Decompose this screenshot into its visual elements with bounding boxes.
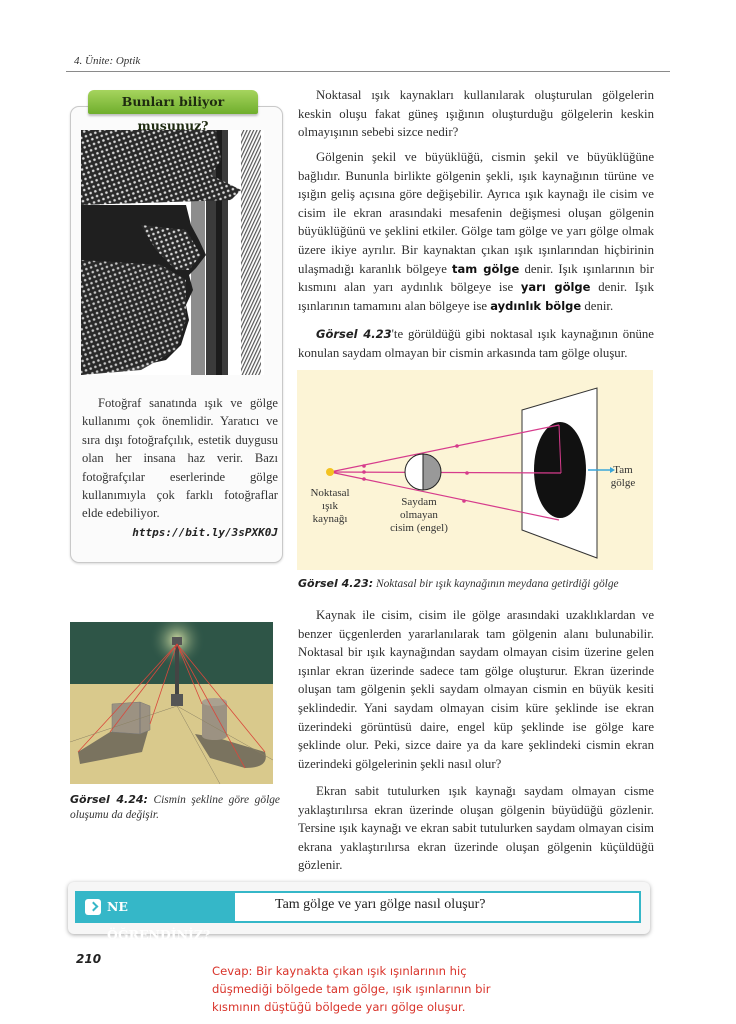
what-did-you-learn-box (68, 882, 650, 942)
did-you-know-text: Fotoğraf sanatında ışık ve gölge kullanımı çok önemlidir. Yaratıcı ve sıra dışı fotoğrafçılık, estetik duygusu olan her insana haz verir. Bazı fotoğrafçılar eserlerinde gölge kullanımıyla çok farklı fotoğraflar elde edebiliyor. (82, 396, 278, 521)
term-full-shadow: tam gölge (452, 261, 520, 276)
svg-text:kaynağı: kaynağı (312, 513, 348, 525)
page-number: 210 (76, 952, 102, 966)
figure-point-source-shadow (297, 370, 653, 570)
figure-24-caption: Görsel 4.24: Cismin şekline göre gölge oluşumu da değişir. (70, 793, 280, 821)
figure-reference: Görsel 4.23 (316, 327, 392, 341)
paragraph-distance-effect: Ekran sabit tutulurken ışık kaynağı saydam olmayan cisme yaklaştırılırsa ekran üzerinde oluşan gölgenin büyüdüğü gözlenir. Tersine ışık kaynağı ve ekran sabit tutulurken saydam olmayan cisim ekrana yaklaştırılırsa ekran üzerinde oluşan gölgenin küçüldüğü gözlenir. (298, 784, 654, 873)
svg-text:Tam: Tam (613, 464, 633, 476)
paragraph-shadow-types: Gölgenin şekil ve büyüklüğü, cismin şekil ve büyüklüğüne bağlıdır. Bununla birlikte gölgenin şekli, ışık kaynağının türüne ve ışığın geliş açısına göre değişebilir. Ayrıca ışık kaynağı ile cisim ve cisim ile ekran arasındaki mesafenin değişmesi oluşan gölgenin büyüklüğünü ve şeklini etkiler. Gölge tam gölge ve yarı gölge olmak üzere ikiye ayrılır. Bir kaynaktan çıkan ışık ışınlarından hiçbirinin ulaşmadığı karanlık bölgeye tam gölge denir. Işık ışınlarının bir kısmını alan yarı aydınlık bölgeye ise yarı gölge denir. Işık ışınlarının tamamını alan bölgeye ise aydınlık bölge denir. (298, 150, 654, 313)
paragraph-question: Noktasal ışık kaynakları kullanılarak oluşturulan gölgelerin keskin oluşu fakat güneş ışığının oluşturduğu gölgelerin keskin olmayışının sebebi sizce nedir? (298, 88, 654, 140)
figure-shape-shadows (70, 622, 273, 784)
svg-text:gölge: gölge (610, 477, 636, 489)
svg-text:ışık: ışık (322, 500, 338, 512)
term-lit-region: aydınlık bölge (490, 298, 582, 313)
did-you-know-title: Bunları biliyor musunuz? (88, 90, 258, 114)
reference-link[interactable]: https://bit.ly/3sPXK0J (132, 526, 278, 539)
paragraph-shadow-area: Kaynak ile cisim, cisim ile gölge arasındaki uzaklıklardan ve benzer üçgenlerden yararlanılarak tam gölgenin alanı bulunabilir. Noktasal bir ışık kaynağından saydam olmayan cisim üzerine gelen ışınlar ekran üzerinde sadece tam gölge oluşturur. Ekran üzerinde oluşan tam gölgenin şekli saydam olmayan cismin en büyük kesiti şeklindedir. Yani saydam olmayan cisim küre şeklinde ise ekran üzerindeki görüntüsü daire, engel küp şeklinde ise gölge kare şeklinde olur. Peki, sizce daire ya da kare şeklindeki cismin ekran üzerindeki gölgelerinin şekli nasıl olur? (298, 608, 654, 771)
svg-text:Noktasal: Noktasal (310, 487, 350, 499)
review-question: Tam gölge ve yarı gölge nasıl oluşur? (275, 897, 486, 912)
term-half-shadow: yarı gölge (520, 280, 591, 295)
shadow-portrait-photo (81, 130, 264, 375)
what-did-you-learn-inner (75, 891, 641, 942)
svg-text:Saydam: Saydam (401, 496, 437, 508)
figure-23-caption: Görsel 4.23: Noktasal bir ışık kaynağının meydana getirdiği gölge (298, 577, 619, 590)
svg-text:olmayan: olmayan (400, 509, 438, 521)
chevron-right-icon (85, 899, 101, 915)
svg-text:cisim (engel): cisim (engel) (390, 522, 448, 534)
paragraph-figure-ref: Görsel 4.23'te görüldüğü gibi noktasal ışık kaynağının önüne konulan saydam olmayan bir cismin arkasında tam gölge oluşur. (298, 327, 654, 360)
what-did-you-learn-label: NE ÖĞRENDİNİZ? (77, 893, 235, 921)
page-header (66, 53, 670, 72)
unit-title: 4. Ünite: Optik (74, 55, 141, 67)
handwritten-answer: Cevap: Bir kaynakta çıkan ışık ışınlarının hiç düşmediği bölgede tam gölge, ışık ışınlarının bir kısmının düştüğü bölgede yarı gölge oluşur. (212, 964, 491, 1014)
